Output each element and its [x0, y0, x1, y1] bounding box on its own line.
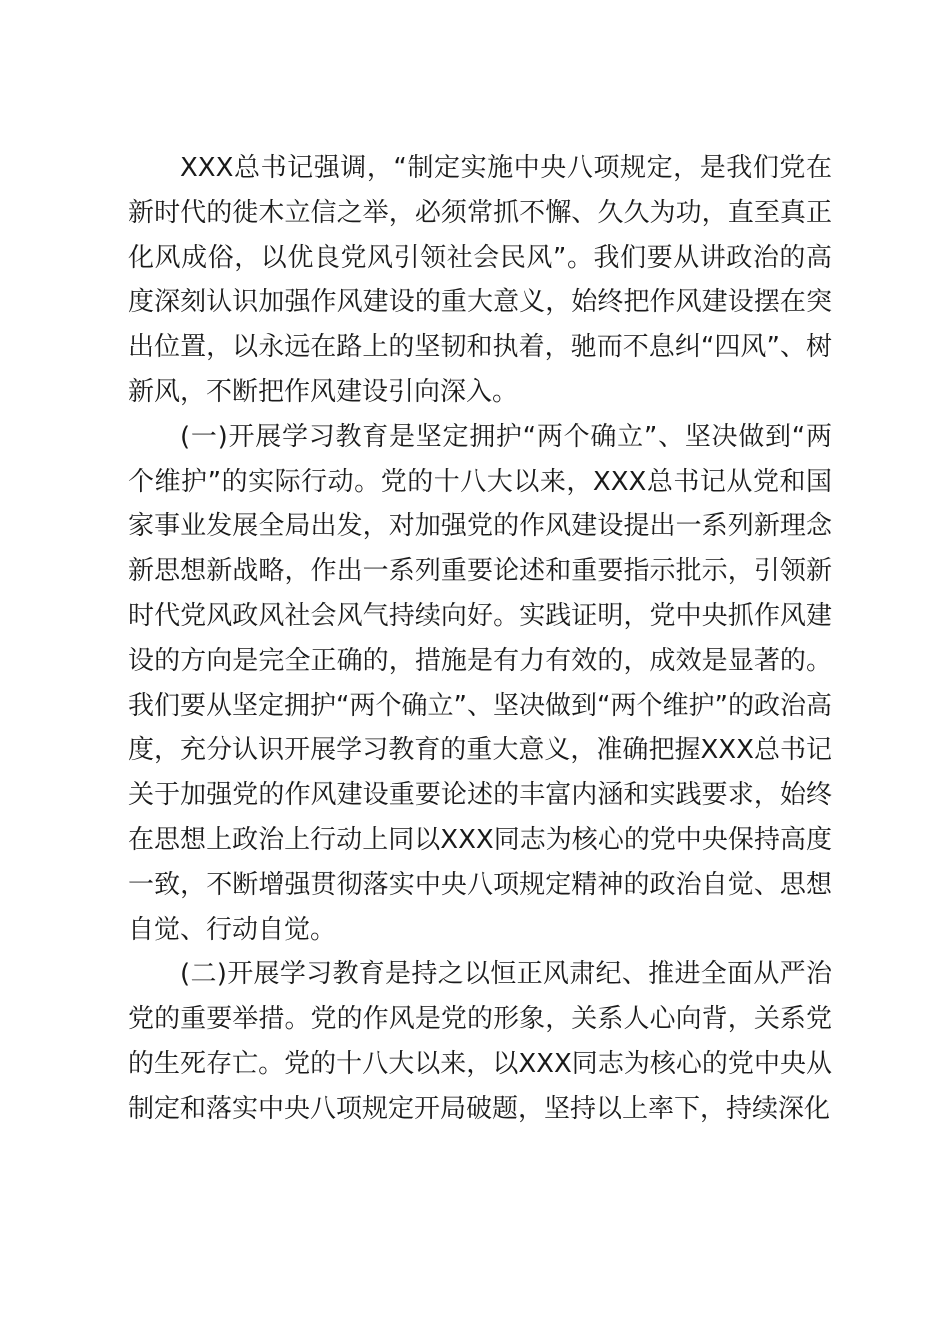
paragraph-section-2: (二)开展学习教育是持之以恒正风肃纪、推进全面从严治党的重要举措。党的作风是党的形象，关系人心向背，关系党的生死存亡。党的十八大以来，以XXX同志为核心的党中央从制定和落实中央八项规定开局破题，坚持以上率下，持续深化	[128, 959, 832, 1124]
paragraph-section-1: (一)开展学习教育是坚定拥护“两个确立”、坚决做到“两个维护”的实际行动。党的十八大以来，XXX总书记从党和国家事业发展全局出发，对加强党的作风建设提出一系列新理念新思想新战略，作出一系列重要论述和重要指示批示，引领新时代党风政风社会风气持续向好。实践证明，党中央抓作风建设的方向是完全正确的，措施是有力有效的，成效是显著的。我们要从坚定拥护“两个确立”、坚决做到“两个维护”的政治高度，充分认识开展学习教育的重大意义，准确把握XXX总书记关于加强党的作风建设重要论述的丰富内涵和实践要求，始终在思想上政治上行动上同以XXX同志为核心的党中央保持高度一致，不断增强贯彻落实中央八项规定精神的政治自觉、思想自觉、行动自觉。	[128, 421, 832, 945]
document-body	[128, 146, 832, 1132]
paragraph-intro: XXX总书记强调，“制定实施中央八项规定，是我们党在新时代的徙木立信之举，必须常抓不懈、久久为功，直至真正化风成俗，以优良党风引领社会民风”。我们要从讲政治的高度深刻认识加强作风建设的重大意义，始终把作风建设摆在突出位置，以永远在路上的坚韧和执着，驰而不息纠“四风”、树新风，不断把作风建设引向深入。	[128, 153, 832, 407]
